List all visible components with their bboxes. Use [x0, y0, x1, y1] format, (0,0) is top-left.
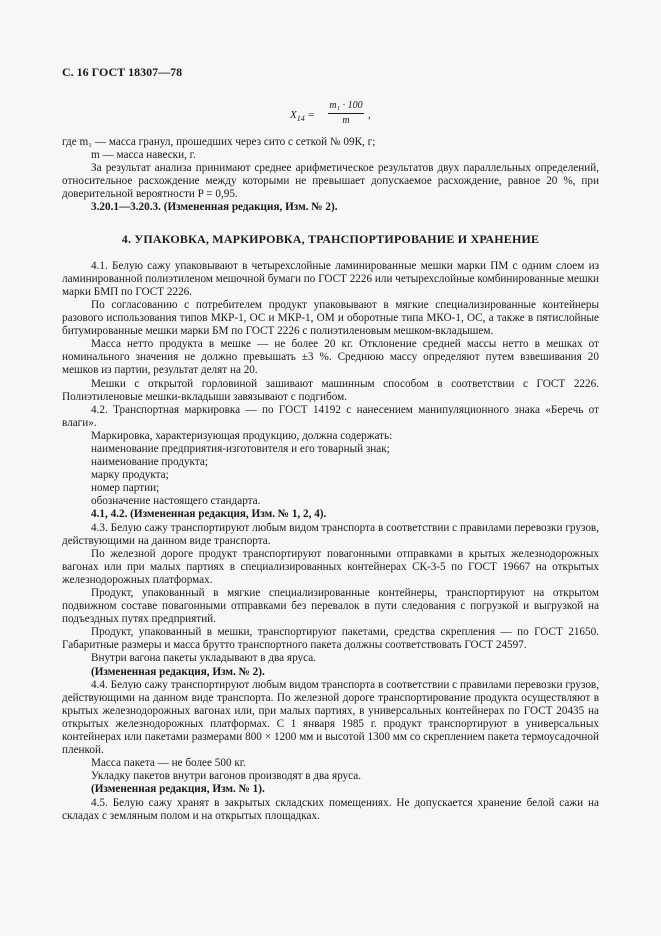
formula-tail: , [368, 109, 371, 121]
document-page [62, 66, 599, 823]
paragraph: Внутри вагона пакеты укладывают в два яруса. [91, 652, 316, 665]
definition-m: m — масса навески, г. [91, 149, 196, 162]
list-item: наименование продукта; [91, 456, 208, 469]
paragraph: Продукт, упакованный в мягкие специализированные контейнеры, транспортируют на открытом подвижном составе повагонными отправками без перевалок в пути следования с погрузкой и выгрузкой на подъездных путях предприятий. [62, 587, 599, 626]
section-heading: 4. УПАКОВКА, МАРКИРОВКА, ТРАНСПОРТИРОВАНИЕ И ХРАНЕНИЕ [121, 231, 540, 246]
formula-lhs: $X_{14}$ = [290, 109, 315, 124]
paragraph-4-5: 4.5. Белую сажу хранят в закрытых складских помещениях. Не допускается хранение белой сажи на складах с земляным полом и на открытых площадках. [62, 796, 599, 822]
list-item: номер партии; [91, 482, 160, 495]
paragraph: Продукт, упакованный в мешки, транспортируют пакетами, средства скрепления — по ГОСТ 21650. Габаритные размеры и масса брутто транспортного пакета должны соответствовать ГОСТ 24597. [62, 626, 599, 652]
paragraph: За результат анализа принимают среднее арифметическое результатов двух параллельных определений, относительное расхождение между которыми не превышает допускаемое расхождение, равное 20 %, при доверительной вероятности P = 0,95. [62, 162, 599, 201]
paragraph-4-1: 4.1. Белую сажу упаковывают в четырехслойные ламинированные мешки марки ПМ с одним слоем из ламинированной полиэтиленом мешочной бумаги по ГОСТ 2226 или четырехслойные комбинированные мешки марки БМП по ГОСТ 2226. [62, 259, 599, 298]
list-item: марку продукта; [91, 469, 169, 482]
page-header: С. 16 ГОСТ 18307—78 [62, 65, 183, 79]
definition-m1: где m₁ — масса гранул, прошедших через сито с сеткой № 09К, г; [62, 136, 376, 148]
list-item: наименование предприятия-изготовителя и его товарный знак; [91, 442, 390, 455]
formula-denominator: m [342, 115, 350, 126]
amendment-note: (Измененная редакция, Изм. № 2). [91, 665, 265, 678]
paragraph: Масса нетто продукта в мешке — не более 20 кг. Отклонение средней массы нетто в мешках от номинального значения не должно превышать ±3 %. Среднюю массу определяют путем взвешивания 20 мешков из партии, результат делят на 20. [62, 338, 599, 377]
paragraph-4-3: 4.3. Белую сажу транспортируют любым видом транспорта в соответствии с правилами перевозки грузов, действующими на данном виде транспорта. [62, 521, 599, 547]
paragraph: Маркировка, характеризующая продукцию, должна содержать: [91, 429, 393, 442]
formula-x14 [62, 96, 599, 136]
formula-fraction [328, 100, 364, 127]
paragraph: По согласованию с потребителем продукт упаковывают в мягкие специализированные контейнеры разового использования типов МКР-1, ОС и МКР-1, ОМ и оборотные типа МКО-1, ОС, а также в пятислойные битумированные мешки марки БМ по ГОСТ 2226 с полиэтиленовым мешком-вкладышем. [62, 298, 599, 338]
paragraph-4-2: 4.2. Транспортная маркировка — по ГОСТ 14192 с нанесением манипуляционного знака «Беречь от влаги». [62, 403, 599, 429]
formula-numerator: m₁ · 100 [328, 100, 364, 114]
amendment-note: 3.20.1—3.20.3. (Измененная редакция, Изм. № 2). [91, 201, 338, 214]
list-item: обозначение настоящего стандарта. [91, 495, 261, 508]
paragraph: Укладку пакетов внутри вагонов производят в два яруса. [91, 770, 361, 783]
paragraph: По железной дороге продукт транспортируют повагонными отправками в крытых железнодорожных вагонах или при малых партиях в специализированных контейнерах СК-3-5 по ГОСТ 19667 на открытых железнодорожных платформах. [62, 547, 599, 586]
amendment-note: 4.1, 4.2. (Измененная редакция, Изм. № 1, 2, 4). [91, 508, 327, 521]
amendment-note: (Измененная редакция, Изм. № 1). [91, 783, 265, 796]
paragraph-4-4: 4.4. Белую сажу транспортируют любым видом транспорта в соответствии с правилами перевозки грузов, действующими на данном виде транспорта. По железной дороге транспортирование продукта осуществляют в крытых железнодорожных вагонах или, при малых партиях, в универсальных контейнерах по ГОСТ 20435 на открытых железнодорожных платформах. С 1 января 1985 г. продукт транспортируют в универсальных контейнерах или пакетами размерами 800 × 1200 мм и высотой 1300 мм со скреплением пакета термоусадочной пленкой. [62, 678, 599, 757]
paragraph: Мешки с открытой горловиной зашивают машинным способом в соответствии с ГОСТ 2226. Полиэтиленовые мешки-вкладыши завязывают с подгибом. [62, 377, 599, 403]
paragraph: Масса пакета — не более 500 кг. [91, 757, 246, 770]
